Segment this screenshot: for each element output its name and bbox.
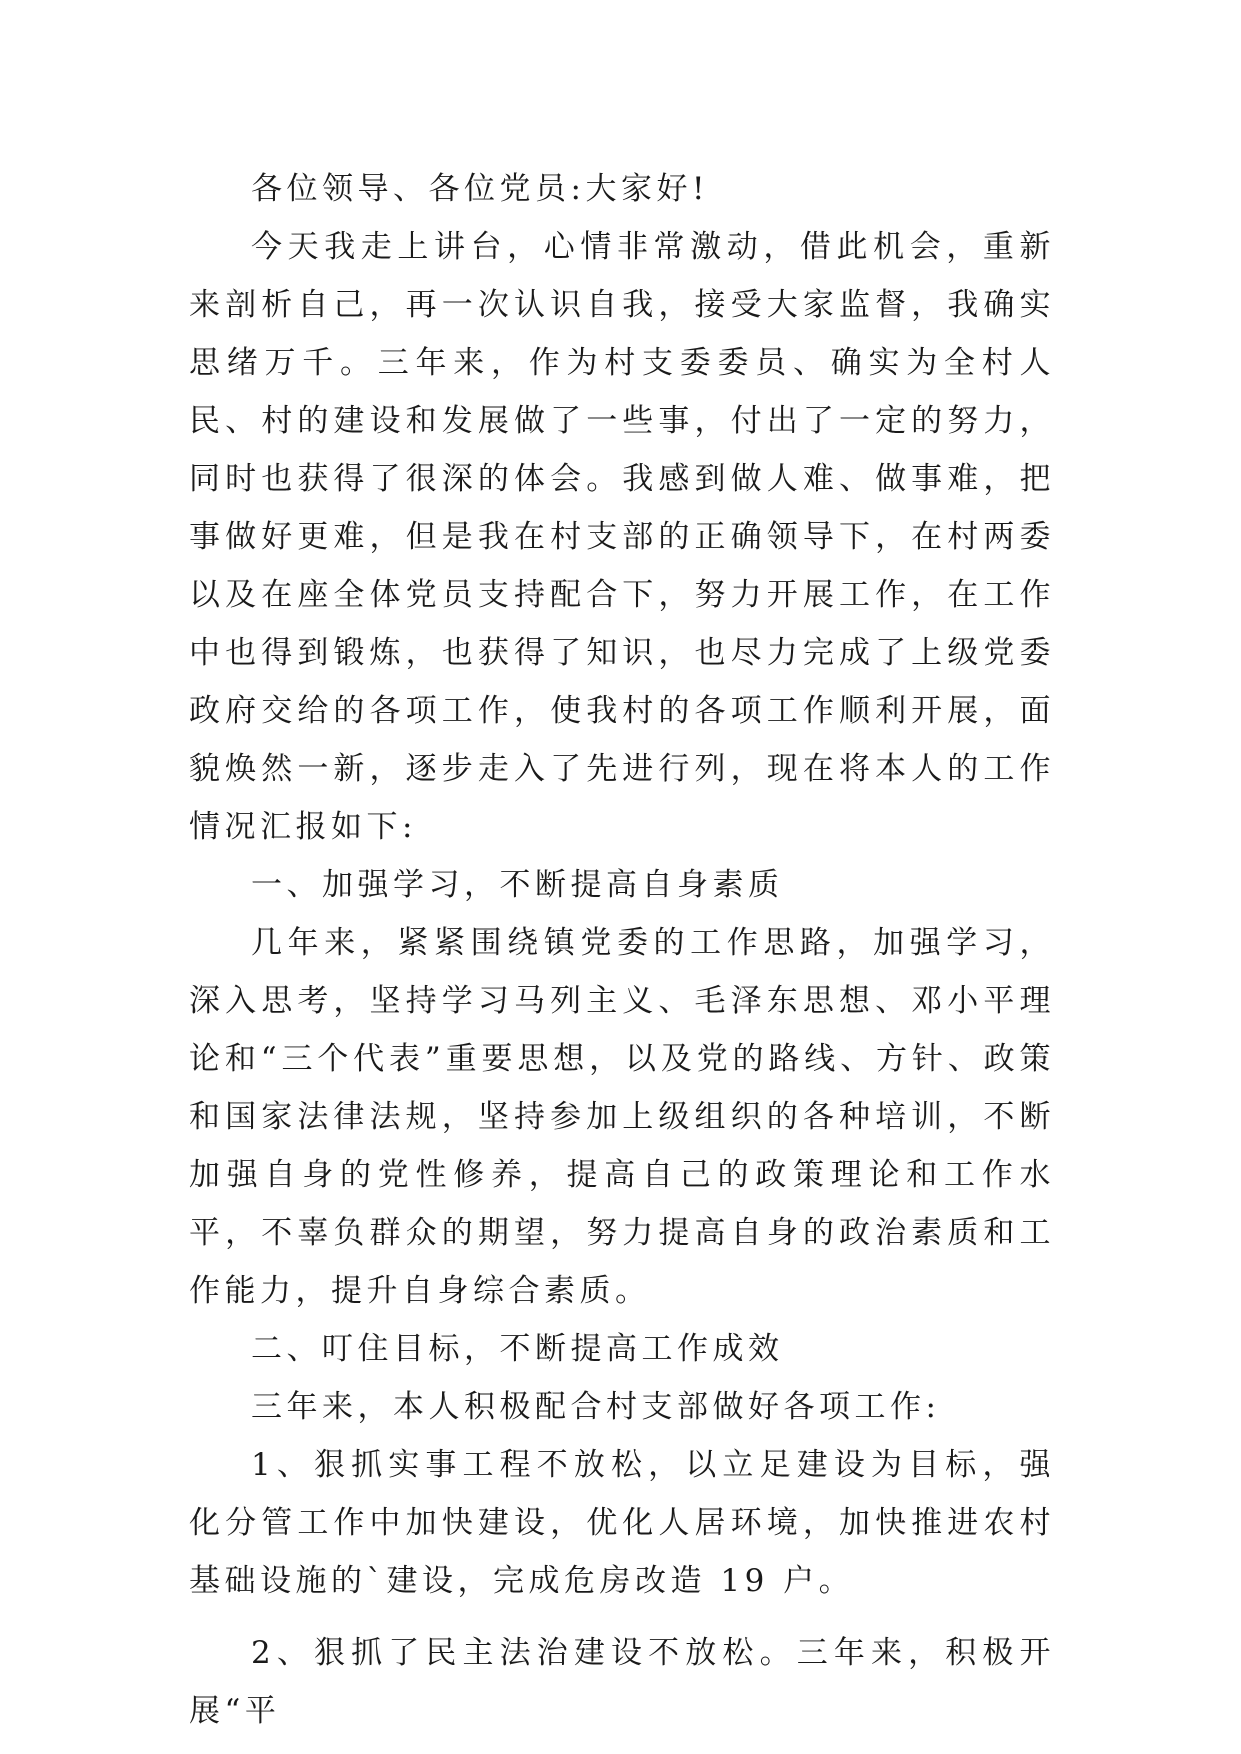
intro-paragraph: 今天我走上讲台，心情非常激动，借此机会，重新来剖析自己，再一次认识自我，接受大家监督，我确实思绪万千。三年来，作为村支委委员、确实为全村人民、村的建设和发展做了一些事，付出了一定的努力，同时也获得了很深的体会。我感到做人难、做事难，把事做好更难，但是我在村支部的正确领导下，在村两委以及在座全体党员支持配合下，努力开展工作，在工作中也得到锻炼，也获得了知识，也尽力完成了上级党委政府交给的各项工作，使我村的各项工作顺利开展，面貌焕然一新，逐步走入了先进行列，现在将本人的工作情况汇报如下: [189, 229, 1055, 845]
list-item-2: 2、狠抓了民主法治建设不放松。三年来，积极开展“平 [189, 1635, 1055, 1729]
section-2-intro: 三年来，本人积极配合村支部做好各项工作: [251, 1389, 941, 1425]
section-1-paragraph: 几年来，紧紧围绕镇党委的工作思路，加强学习，深入思考，坚持学习马列主义、毛泽东思想、邓小平理论和“三个代表”重要思想，以及党的路线、方针、政策和国家法律法规，坚持参加上级组织的各种培训，不断加强自身的党性修养，提高自己的政策理论和工作水平，不辜负群众的期望，努力提高自身的政治素质和工作能力，提升自身综合素质。 [189, 925, 1055, 1309]
list-item-1: 1、狠抓实事工程不放松，以立足建设为目标，强化分管工作中加快建设，优化人居环境，加快推进农村基础设施的`建设，完成危房改造 19 户。 [189, 1447, 1055, 1599]
greeting-paragraph: 各位领导、各位党员:大家好! [251, 171, 709, 207]
section-heading-1: 一、加强学习，不断提高自身素质 [251, 867, 784, 903]
document-body [189, 160, 1055, 1740]
section-heading-2: 二、叮住目标，不断提高工作成效 [251, 1331, 784, 1367]
